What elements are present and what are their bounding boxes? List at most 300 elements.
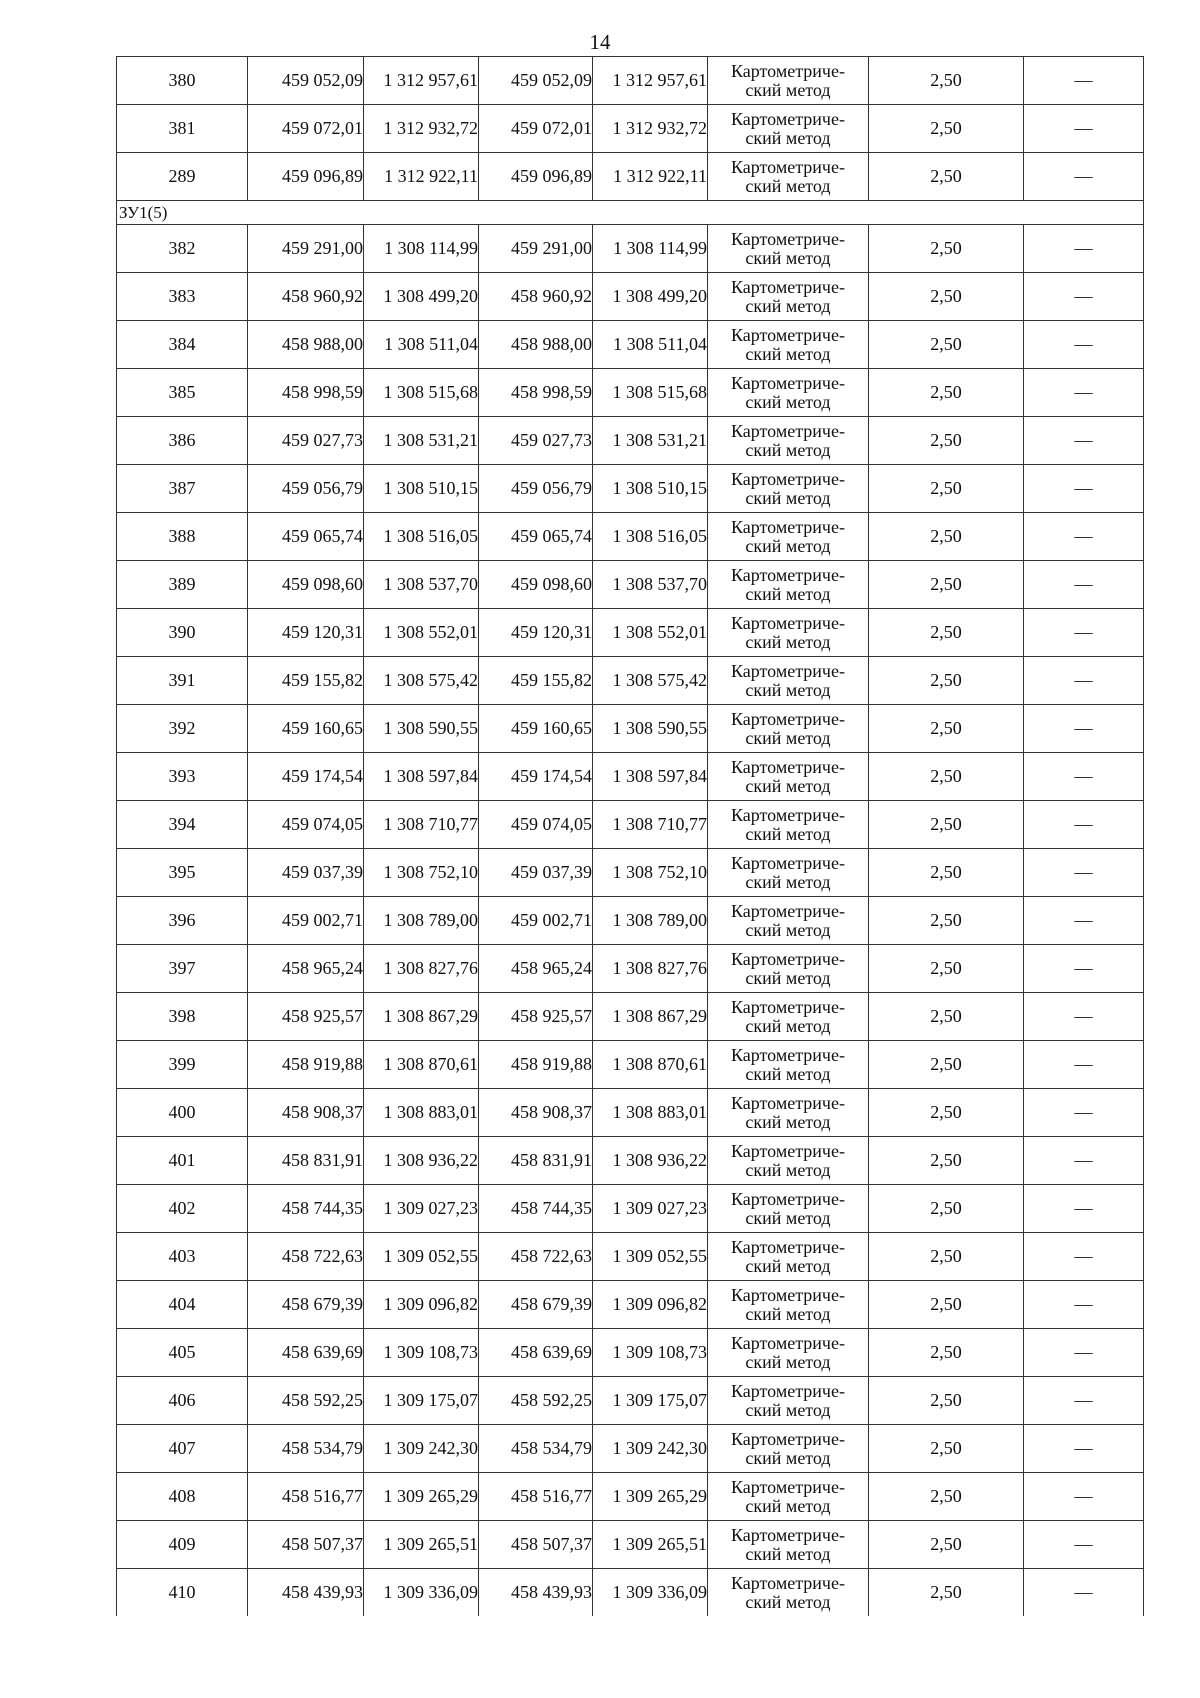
x-coordinate-new-cell: 459 065,74 bbox=[479, 513, 593, 561]
accuracy-cell: 2,50 bbox=[869, 1041, 1024, 1089]
point-id-cell: 391 bbox=[117, 657, 248, 705]
x-coordinate-cell: 459 120,31 bbox=[248, 609, 364, 657]
method-line-2: ский метод bbox=[745, 535, 831, 556]
y-coordinate-cell: 1 308 936,22 bbox=[364, 1137, 479, 1185]
x-coordinate-new-cell: 459 002,71 bbox=[479, 897, 593, 945]
accuracy-cell: 2,50 bbox=[869, 945, 1024, 993]
y-coordinate-cell: 1 309 096,82 bbox=[364, 1281, 479, 1329]
x-coordinate-cell: 459 098,60 bbox=[248, 561, 364, 609]
method-line-2: ский метод bbox=[745, 295, 831, 316]
table-row bbox=[117, 801, 1144, 849]
x-coordinate-new-cell: 458 919,88 bbox=[479, 1041, 593, 1089]
y-coordinate-new-cell: 1 309 265,29 bbox=[593, 1473, 708, 1521]
method-line-2: ский метод bbox=[745, 1591, 831, 1612]
method-line-1: Картометриче- bbox=[731, 660, 845, 681]
method-line-2: ский метод bbox=[745, 1207, 831, 1228]
method-line-2: ский метод bbox=[745, 919, 831, 940]
point-id-cell: 395 bbox=[117, 849, 248, 897]
x-coordinate-new-cell: 459 096,89 bbox=[479, 153, 593, 201]
y-coordinate-new-cell: 1 309 175,07 bbox=[593, 1377, 708, 1425]
method-line-2: ский метод bbox=[745, 679, 831, 700]
note-cell: — bbox=[1024, 849, 1144, 897]
section-row bbox=[117, 201, 1144, 225]
method-line-1: Картометриче- bbox=[731, 1236, 845, 1257]
y-coordinate-cell: 1 308 867,29 bbox=[364, 993, 479, 1041]
note-cell: — bbox=[1024, 801, 1144, 849]
y-coordinate-cell: 1 308 499,20 bbox=[364, 273, 479, 321]
y-coordinate-cell: 1 309 265,51 bbox=[364, 1521, 479, 1569]
table-row bbox=[117, 561, 1144, 609]
method-cell bbox=[708, 1569, 869, 1617]
y-coordinate-cell: 1 308 516,05 bbox=[364, 513, 479, 561]
point-id-cell: 389 bbox=[117, 561, 248, 609]
y-coordinate-cell: 1 312 932,72 bbox=[364, 105, 479, 153]
table-row bbox=[117, 465, 1144, 513]
method-cell bbox=[708, 753, 869, 801]
method-line-1: Картометриче- bbox=[731, 564, 845, 585]
y-coordinate-new-cell: 1 308 752,10 bbox=[593, 849, 708, 897]
method-line-1: Картометриче- bbox=[731, 708, 845, 729]
x-coordinate-new-cell: 459 072,01 bbox=[479, 105, 593, 153]
method-cell bbox=[708, 513, 869, 561]
note-cell: — bbox=[1024, 1425, 1144, 1473]
y-coordinate-new-cell: 1 308 936,22 bbox=[593, 1137, 708, 1185]
note-cell: — bbox=[1024, 321, 1144, 369]
point-id-cell: 406 bbox=[117, 1377, 248, 1425]
method-cell bbox=[708, 1377, 869, 1425]
method-line-1: Картометриче- bbox=[731, 1476, 845, 1497]
note-cell: — bbox=[1024, 1377, 1144, 1425]
page-number: 14 bbox=[589, 30, 611, 54]
y-coordinate-cell: 1 308 710,77 bbox=[364, 801, 479, 849]
note-cell: — bbox=[1024, 1233, 1144, 1281]
y-coordinate-cell: 1 308 515,68 bbox=[364, 369, 479, 417]
method-line-2: ский метод bbox=[745, 127, 831, 148]
method-cell bbox=[708, 1185, 869, 1233]
point-id-cell: 393 bbox=[117, 753, 248, 801]
method-line-1: Картометриче- bbox=[731, 1380, 845, 1401]
table-row bbox=[117, 1089, 1144, 1137]
x-coordinate-cell: 458 925,57 bbox=[248, 993, 364, 1041]
method-line-2: ский метод bbox=[745, 247, 831, 268]
point-id-cell: 402 bbox=[117, 1185, 248, 1233]
accuracy-cell: 2,50 bbox=[869, 273, 1024, 321]
method-line-2: ский метод bbox=[745, 343, 831, 364]
section-label: ЗУ1(5) bbox=[117, 201, 1144, 225]
point-id-cell: 397 bbox=[117, 945, 248, 993]
method-line-2: ский метод bbox=[745, 727, 831, 748]
point-id-cell: 394 bbox=[117, 801, 248, 849]
table-row bbox=[117, 705, 1144, 753]
x-coordinate-new-cell: 458 998,59 bbox=[479, 369, 593, 417]
method-line-1: Картометриче- bbox=[731, 1284, 845, 1305]
method-line-2: ский метод bbox=[745, 871, 831, 892]
accuracy-cell: 2,50 bbox=[869, 1089, 1024, 1137]
x-coordinate-cell: 458 988,00 bbox=[248, 321, 364, 369]
method-line-2: ский метод bbox=[745, 1447, 831, 1468]
accuracy-cell: 2,50 bbox=[869, 1233, 1024, 1281]
y-coordinate-cell: 1 309 108,73 bbox=[364, 1329, 479, 1377]
table-row bbox=[117, 1377, 1144, 1425]
point-id-cell: 385 bbox=[117, 369, 248, 417]
accuracy-cell: 2,50 bbox=[869, 225, 1024, 273]
y-coordinate-new-cell: 1 308 867,29 bbox=[593, 993, 708, 1041]
method-line-1: Картометриче- bbox=[731, 1572, 845, 1593]
method-cell bbox=[708, 1233, 869, 1281]
accuracy-cell: 2,50 bbox=[869, 153, 1024, 201]
note-cell: — bbox=[1024, 273, 1144, 321]
method-cell bbox=[708, 369, 869, 417]
y-coordinate-new-cell: 1 309 096,82 bbox=[593, 1281, 708, 1329]
point-id-cell: 410 bbox=[117, 1569, 248, 1617]
x-coordinate-new-cell: 459 052,09 bbox=[479, 57, 593, 105]
accuracy-cell: 2,50 bbox=[869, 1329, 1024, 1377]
y-coordinate-new-cell: 1 309 027,23 bbox=[593, 1185, 708, 1233]
method-line-2: ский метод bbox=[745, 823, 831, 844]
x-coordinate-cell: 459 155,82 bbox=[248, 657, 364, 705]
note-cell: — bbox=[1024, 609, 1144, 657]
note-cell: — bbox=[1024, 1329, 1144, 1377]
method-line-1: Картометриче- bbox=[731, 276, 845, 297]
note-cell: — bbox=[1024, 1521, 1144, 1569]
note-cell: — bbox=[1024, 1569, 1144, 1617]
y-coordinate-cell: 1 308 870,61 bbox=[364, 1041, 479, 1089]
method-line-1: Картометриче- bbox=[731, 1092, 845, 1113]
x-coordinate-new-cell: 458 679,39 bbox=[479, 1281, 593, 1329]
method-line-2: ский метод bbox=[745, 439, 831, 460]
y-coordinate-new-cell: 1 308 499,20 bbox=[593, 273, 708, 321]
y-coordinate-new-cell: 1 309 108,73 bbox=[593, 1329, 708, 1377]
method-line-1: Картометриче- bbox=[731, 996, 845, 1017]
y-coordinate-new-cell: 1 312 922,11 bbox=[593, 153, 708, 201]
method-cell bbox=[708, 1425, 869, 1473]
table-row bbox=[117, 993, 1144, 1041]
y-coordinate-cell: 1 308 883,01 bbox=[364, 1089, 479, 1137]
x-coordinate-cell: 459 065,74 bbox=[248, 513, 364, 561]
x-coordinate-cell: 459 027,73 bbox=[248, 417, 364, 465]
note-cell: — bbox=[1024, 513, 1144, 561]
x-coordinate-cell: 458 919,88 bbox=[248, 1041, 364, 1089]
y-coordinate-new-cell: 1 308 515,68 bbox=[593, 369, 708, 417]
table-row bbox=[117, 513, 1144, 561]
method-cell bbox=[708, 705, 869, 753]
table-row bbox=[117, 1041, 1144, 1089]
method-cell bbox=[708, 849, 869, 897]
method-cell bbox=[708, 105, 869, 153]
table-row bbox=[117, 225, 1144, 273]
x-coordinate-cell: 459 174,54 bbox=[248, 753, 364, 801]
table-row bbox=[117, 57, 1144, 105]
accuracy-cell: 2,50 bbox=[869, 609, 1024, 657]
y-coordinate-cell: 1 309 052,55 bbox=[364, 1233, 479, 1281]
y-coordinate-cell: 1 309 175,07 bbox=[364, 1377, 479, 1425]
accuracy-cell: 2,50 bbox=[869, 849, 1024, 897]
method-cell bbox=[708, 657, 869, 705]
x-coordinate-new-cell: 458 516,77 bbox=[479, 1473, 593, 1521]
method-line-1: Картометриче- bbox=[731, 108, 845, 129]
method-line-1: Картометриче- bbox=[731, 372, 845, 393]
y-coordinate-new-cell: 1 308 789,00 bbox=[593, 897, 708, 945]
method-line-2: ский метод bbox=[745, 1255, 831, 1276]
method-cell bbox=[708, 1089, 869, 1137]
point-id-cell: 382 bbox=[117, 225, 248, 273]
y-coordinate-new-cell: 1 308 516,05 bbox=[593, 513, 708, 561]
x-coordinate-cell: 458 960,92 bbox=[248, 273, 364, 321]
y-coordinate-new-cell: 1 309 336,09 bbox=[593, 1569, 708, 1617]
method-cell bbox=[708, 1137, 869, 1185]
method-cell bbox=[708, 561, 869, 609]
x-coordinate-cell: 458 639,69 bbox=[248, 1329, 364, 1377]
method-line-1: Картометриче- bbox=[731, 468, 845, 489]
accuracy-cell: 2,50 bbox=[869, 513, 1024, 561]
coordinates-table-body bbox=[117, 57, 1144, 1617]
method-line-1: Картометриче- bbox=[731, 1188, 845, 1209]
method-line-2: ский метод bbox=[745, 487, 831, 508]
accuracy-cell: 2,50 bbox=[869, 1521, 1024, 1569]
y-coordinate-cell: 1 308 531,21 bbox=[364, 417, 479, 465]
table-row bbox=[117, 1521, 1144, 1569]
y-coordinate-new-cell: 1 308 537,70 bbox=[593, 561, 708, 609]
note-cell: — bbox=[1024, 561, 1144, 609]
table-row bbox=[117, 609, 1144, 657]
method-cell bbox=[708, 465, 869, 513]
note-cell: — bbox=[1024, 153, 1144, 201]
method-cell bbox=[708, 1281, 869, 1329]
x-coordinate-new-cell: 458 439,93 bbox=[479, 1569, 593, 1617]
x-coordinate-new-cell: 458 831,91 bbox=[479, 1137, 593, 1185]
accuracy-cell: 2,50 bbox=[869, 465, 1024, 513]
x-coordinate-new-cell: 458 988,00 bbox=[479, 321, 593, 369]
note-cell: — bbox=[1024, 705, 1144, 753]
accuracy-cell: 2,50 bbox=[869, 57, 1024, 105]
accuracy-cell: 2,50 bbox=[869, 1185, 1024, 1233]
x-coordinate-cell: 459 056,79 bbox=[248, 465, 364, 513]
x-coordinate-new-cell: 459 027,73 bbox=[479, 417, 593, 465]
table-row bbox=[117, 1425, 1144, 1473]
y-coordinate-cell: 1 312 957,61 bbox=[364, 57, 479, 105]
point-id-cell: 383 bbox=[117, 273, 248, 321]
method-line-2: ский метод bbox=[745, 1543, 831, 1564]
x-coordinate-cell: 458 516,77 bbox=[248, 1473, 364, 1521]
x-coordinate-new-cell: 458 965,24 bbox=[479, 945, 593, 993]
accuracy-cell: 2,50 bbox=[869, 369, 1024, 417]
x-coordinate-new-cell: 458 639,69 bbox=[479, 1329, 593, 1377]
note-cell: — bbox=[1024, 897, 1144, 945]
x-coordinate-cell: 458 592,25 bbox=[248, 1377, 364, 1425]
y-coordinate-new-cell: 1 309 052,55 bbox=[593, 1233, 708, 1281]
table-row bbox=[117, 753, 1144, 801]
method-cell bbox=[708, 1473, 869, 1521]
x-coordinate-cell: 458 965,24 bbox=[248, 945, 364, 993]
point-id-cell: 407 bbox=[117, 1425, 248, 1473]
x-coordinate-cell: 458 507,37 bbox=[248, 1521, 364, 1569]
method-line-1: Картометриче- bbox=[731, 900, 845, 921]
table-row bbox=[117, 1473, 1144, 1521]
table-row bbox=[117, 105, 1144, 153]
y-coordinate-new-cell: 1 308 597,84 bbox=[593, 753, 708, 801]
method-line-1: Картометриче- bbox=[731, 324, 845, 345]
accuracy-cell: 2,50 bbox=[869, 753, 1024, 801]
method-cell bbox=[708, 1041, 869, 1089]
table-row bbox=[117, 1329, 1144, 1377]
x-coordinate-cell: 458 439,93 bbox=[248, 1569, 364, 1617]
table-row bbox=[117, 945, 1144, 993]
table-row bbox=[117, 153, 1144, 201]
method-line-2: ский метод bbox=[745, 1351, 831, 1372]
method-line-2: ский метод bbox=[745, 775, 831, 796]
y-coordinate-new-cell: 1 308 531,21 bbox=[593, 417, 708, 465]
x-coordinate-cell: 458 744,35 bbox=[248, 1185, 364, 1233]
method-cell bbox=[708, 1329, 869, 1377]
accuracy-cell: 2,50 bbox=[869, 1569, 1024, 1617]
y-coordinate-cell: 1 308 789,00 bbox=[364, 897, 479, 945]
table-row bbox=[117, 1281, 1144, 1329]
method-cell bbox=[708, 321, 869, 369]
table-row bbox=[117, 657, 1144, 705]
x-coordinate-cell: 459 002,71 bbox=[248, 897, 364, 945]
note-cell: — bbox=[1024, 657, 1144, 705]
x-coordinate-new-cell: 459 174,54 bbox=[479, 753, 593, 801]
method-line-2: ский метод bbox=[745, 1495, 831, 1516]
note-cell: — bbox=[1024, 369, 1144, 417]
method-line-1: Картометриче- bbox=[731, 1332, 845, 1353]
method-line-1: Картометриче- bbox=[731, 804, 845, 825]
point-id-cell: 404 bbox=[117, 1281, 248, 1329]
x-coordinate-new-cell: 458 722,63 bbox=[479, 1233, 593, 1281]
method-line-2: ский метод bbox=[745, 391, 831, 412]
method-cell bbox=[708, 1521, 869, 1569]
point-id-cell: 398 bbox=[117, 993, 248, 1041]
x-coordinate-cell: 459 072,01 bbox=[248, 105, 364, 153]
method-line-2: ский метод bbox=[745, 631, 831, 652]
point-id-cell: 390 bbox=[117, 609, 248, 657]
method-line-1: Картометриче- bbox=[731, 1428, 845, 1449]
x-coordinate-new-cell: 458 925,57 bbox=[479, 993, 593, 1041]
method-line-1: Картометриче- bbox=[731, 756, 845, 777]
y-coordinate-cell: 1 308 511,04 bbox=[364, 321, 479, 369]
point-id-cell: 380 bbox=[117, 57, 248, 105]
y-coordinate-new-cell: 1 308 590,55 bbox=[593, 705, 708, 753]
x-coordinate-new-cell: 459 160,65 bbox=[479, 705, 593, 753]
coordinates-table bbox=[116, 56, 1144, 1616]
accuracy-cell: 2,50 bbox=[869, 1473, 1024, 1521]
method-line-1: Картометриче- bbox=[731, 516, 845, 537]
accuracy-cell: 2,50 bbox=[869, 897, 1024, 945]
table-row bbox=[117, 321, 1144, 369]
table-row bbox=[117, 1137, 1144, 1185]
method-cell bbox=[708, 993, 869, 1041]
accuracy-cell: 2,50 bbox=[869, 1377, 1024, 1425]
point-id-cell: 381 bbox=[117, 105, 248, 153]
y-coordinate-new-cell: 1 308 510,15 bbox=[593, 465, 708, 513]
note-cell: — bbox=[1024, 1473, 1144, 1521]
x-coordinate-cell: 459 096,89 bbox=[248, 153, 364, 201]
note-cell: — bbox=[1024, 105, 1144, 153]
point-id-cell: 387 bbox=[117, 465, 248, 513]
point-id-cell: 409 bbox=[117, 1521, 248, 1569]
y-coordinate-new-cell: 1 308 575,42 bbox=[593, 657, 708, 705]
y-coordinate-new-cell: 1 308 552,01 bbox=[593, 609, 708, 657]
method-cell bbox=[708, 609, 869, 657]
accuracy-cell: 2,50 bbox=[869, 417, 1024, 465]
point-id-cell: 392 bbox=[117, 705, 248, 753]
method-line-1: Картометриче- bbox=[731, 228, 845, 249]
x-coordinate-new-cell: 458 908,37 bbox=[479, 1089, 593, 1137]
note-cell: — bbox=[1024, 1041, 1144, 1089]
y-coordinate-cell: 1 308 597,84 bbox=[364, 753, 479, 801]
y-coordinate-cell: 1 308 575,42 bbox=[364, 657, 479, 705]
x-coordinate-cell: 459 037,39 bbox=[248, 849, 364, 897]
accuracy-cell: 2,50 bbox=[869, 321, 1024, 369]
accuracy-cell: 2,50 bbox=[869, 561, 1024, 609]
x-coordinate-cell: 458 831,91 bbox=[248, 1137, 364, 1185]
method-line-2: ский метод bbox=[745, 1111, 831, 1132]
method-line-1: Картометриче- bbox=[731, 1044, 845, 1065]
point-id-cell: 384 bbox=[117, 321, 248, 369]
x-coordinate-new-cell: 459 291,00 bbox=[479, 225, 593, 273]
method-line-1: Картометриче- bbox=[731, 612, 845, 633]
accuracy-cell: 2,50 bbox=[869, 1425, 1024, 1473]
method-line-1: Картометриче- bbox=[731, 60, 845, 81]
point-id-cell: 399 bbox=[117, 1041, 248, 1089]
accuracy-cell: 2,50 bbox=[869, 993, 1024, 1041]
point-id-cell: 401 bbox=[117, 1137, 248, 1185]
y-coordinate-new-cell: 1 312 957,61 bbox=[593, 57, 708, 105]
method-line-1: Картометриче- bbox=[731, 852, 845, 873]
method-cell bbox=[708, 153, 869, 201]
y-coordinate-cell: 1 309 336,09 bbox=[364, 1569, 479, 1617]
point-id-cell: 405 bbox=[117, 1329, 248, 1377]
method-line-2: ский метод bbox=[745, 1159, 831, 1180]
table-row bbox=[117, 1569, 1144, 1617]
x-coordinate-cell: 459 052,09 bbox=[248, 57, 364, 105]
method-line-2: ский метод bbox=[745, 1303, 831, 1324]
x-coordinate-new-cell: 459 155,82 bbox=[479, 657, 593, 705]
y-coordinate-cell: 1 308 114,99 bbox=[364, 225, 479, 273]
note-cell: — bbox=[1024, 1137, 1144, 1185]
x-coordinate-cell: 459 074,05 bbox=[248, 801, 364, 849]
note-cell: — bbox=[1024, 417, 1144, 465]
y-coordinate-cell: 1 309 265,29 bbox=[364, 1473, 479, 1521]
x-coordinate-new-cell: 458 744,35 bbox=[479, 1185, 593, 1233]
x-coordinate-new-cell: 459 037,39 bbox=[479, 849, 593, 897]
accuracy-cell: 2,50 bbox=[869, 801, 1024, 849]
point-id-cell: 388 bbox=[117, 513, 248, 561]
method-line-2: ский метод bbox=[745, 1063, 831, 1084]
x-coordinate-new-cell: 459 098,60 bbox=[479, 561, 593, 609]
accuracy-cell: 2,50 bbox=[869, 657, 1024, 705]
accuracy-cell: 2,50 bbox=[869, 705, 1024, 753]
method-cell bbox=[708, 801, 869, 849]
method-cell bbox=[708, 273, 869, 321]
method-line-1: Картометриче- bbox=[731, 1140, 845, 1161]
point-id-cell: 408 bbox=[117, 1473, 248, 1521]
y-coordinate-cell: 1 308 537,70 bbox=[364, 561, 479, 609]
x-coordinate-cell: 459 291,00 bbox=[248, 225, 364, 273]
method-line-2: ский метод bbox=[745, 175, 831, 196]
note-cell: — bbox=[1024, 225, 1144, 273]
x-coordinate-cell: 458 534,79 bbox=[248, 1425, 364, 1473]
x-coordinate-new-cell: 458 960,92 bbox=[479, 273, 593, 321]
method-cell bbox=[708, 945, 869, 993]
y-coordinate-cell: 1 308 510,15 bbox=[364, 465, 479, 513]
method-line-2: ский метод bbox=[745, 967, 831, 988]
x-coordinate-new-cell: 459 120,31 bbox=[479, 609, 593, 657]
table-row bbox=[117, 1233, 1144, 1281]
method-line-1: Картометриче- bbox=[731, 948, 845, 969]
y-coordinate-new-cell: 1 309 242,30 bbox=[593, 1425, 708, 1473]
method-cell bbox=[708, 57, 869, 105]
